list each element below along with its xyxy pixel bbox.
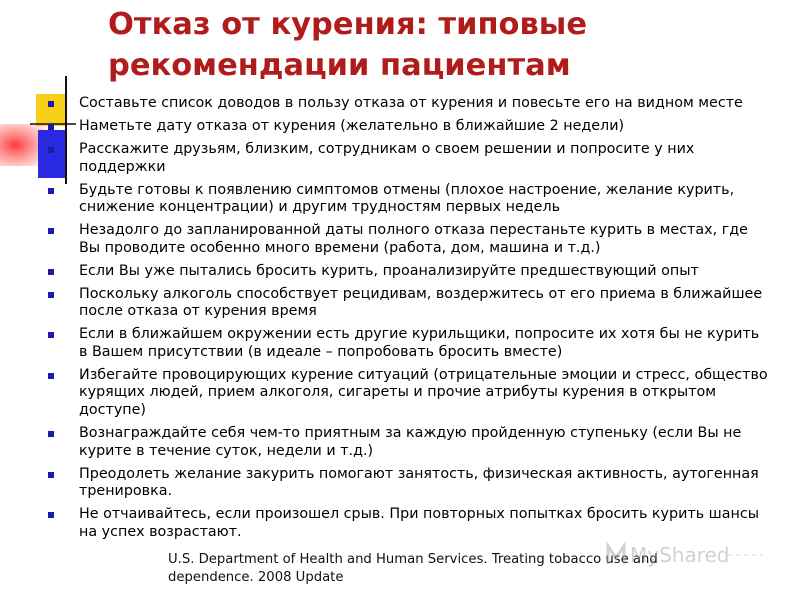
bullet-text: Преодолеть желание закурить помогают занятость, физическая активность, аутогенная тренировка. bbox=[79, 465, 759, 500]
bullet-item bbox=[48, 286, 772, 321]
bullet-item bbox=[48, 367, 772, 420]
bullet-text: Наметьте дату отказа от курения (желательно в ближайшие 2 недели) bbox=[79, 117, 625, 134]
bullet-text: Если Вы уже пытались бросить курить, проанализируйте предшествующий опыт bbox=[79, 262, 699, 279]
bullet-text: Избегайте провоцирующих курение ситуаций (отрицательные эмоции и стресс, общество курящих людей, прием алкоголя, сигареты и прочие атрибуты курения в открытом доступе) bbox=[79, 366, 768, 419]
slide-title: Отказ от курения: типовые рекомендации пациентам bbox=[108, 7, 588, 83]
bullet-square-icon bbox=[48, 101, 54, 107]
myshared-watermark-logo bbox=[602, 537, 792, 571]
bullet-item bbox=[48, 118, 772, 136]
bullet-item bbox=[48, 263, 772, 281]
bullet-item bbox=[48, 141, 772, 176]
bullet-square-icon bbox=[48, 228, 54, 234]
bullet-square-icon bbox=[48, 512, 54, 518]
bullet-square-icon bbox=[48, 431, 54, 437]
bullet-square-icon bbox=[48, 332, 54, 338]
bullet-text: Поскольку алкоголь способствует рецидивам, воздержитесь от его приема в ближайшее после отказа от курения время bbox=[79, 285, 763, 320]
source-citation: U.S. Department of Health and Human Services. Treating tobacco use and dependence. 2008 Update bbox=[168, 552, 658, 585]
bullet-square-icon bbox=[48, 472, 54, 478]
bullet-item bbox=[48, 222, 772, 257]
bullet-text: Составьте список доводов в пользу отказа от курения и повесьте его на видном месте bbox=[79, 95, 743, 111]
bullet-square-icon bbox=[48, 373, 54, 379]
bullet-item bbox=[48, 182, 772, 217]
bullet-text: Не отчаивайтесь, если произошел срыв. При повторных попытках бросить курить шансы на успех возрастают. bbox=[79, 506, 760, 540]
bullet-text: Если в ближайшем окружении есть другие курильщики, попросите их хотя бы не курить в Вашем присутствии (в идеале – попробовать бросить вместе) bbox=[79, 326, 760, 360]
watermark-text: MyShared bbox=[630, 543, 730, 567]
bullet-text: Будьте готовы к появлению симптомов отмены (плохое настроение, желание курить, снижение концентрации) и другим трудностям первых недель bbox=[79, 181, 735, 216]
watermark-m-glyph bbox=[608, 546, 624, 564]
bullet-text: Расскажите друзьям, близким, сотрудникам о своем решении и попросите у них поддержки bbox=[79, 140, 695, 175]
bullet-item bbox=[48, 425, 772, 460]
bullet-item bbox=[48, 326, 772, 361]
bullet-square-icon bbox=[48, 124, 54, 130]
bullet-list bbox=[48, 95, 772, 547]
bullet-item bbox=[48, 466, 772, 501]
bullet-square-icon bbox=[48, 147, 54, 153]
bullet-text: Незадолго до запланированной даты полного отказа перестаньте курить в местах, где Вы проводите особенно много времени (работа, дом, машина и т.д.) bbox=[79, 222, 748, 256]
bullet-text: Вознаграждайте себя чем-то приятным за каждую пройденную ступеньку (если Вы не курите в течение суток, недели и т.д.) bbox=[79, 425, 742, 459]
bullet-square-icon bbox=[48, 188, 54, 194]
bullet-square-icon bbox=[48, 269, 54, 275]
bullet-square-icon bbox=[48, 292, 54, 298]
bullet-item bbox=[48, 95, 772, 113]
